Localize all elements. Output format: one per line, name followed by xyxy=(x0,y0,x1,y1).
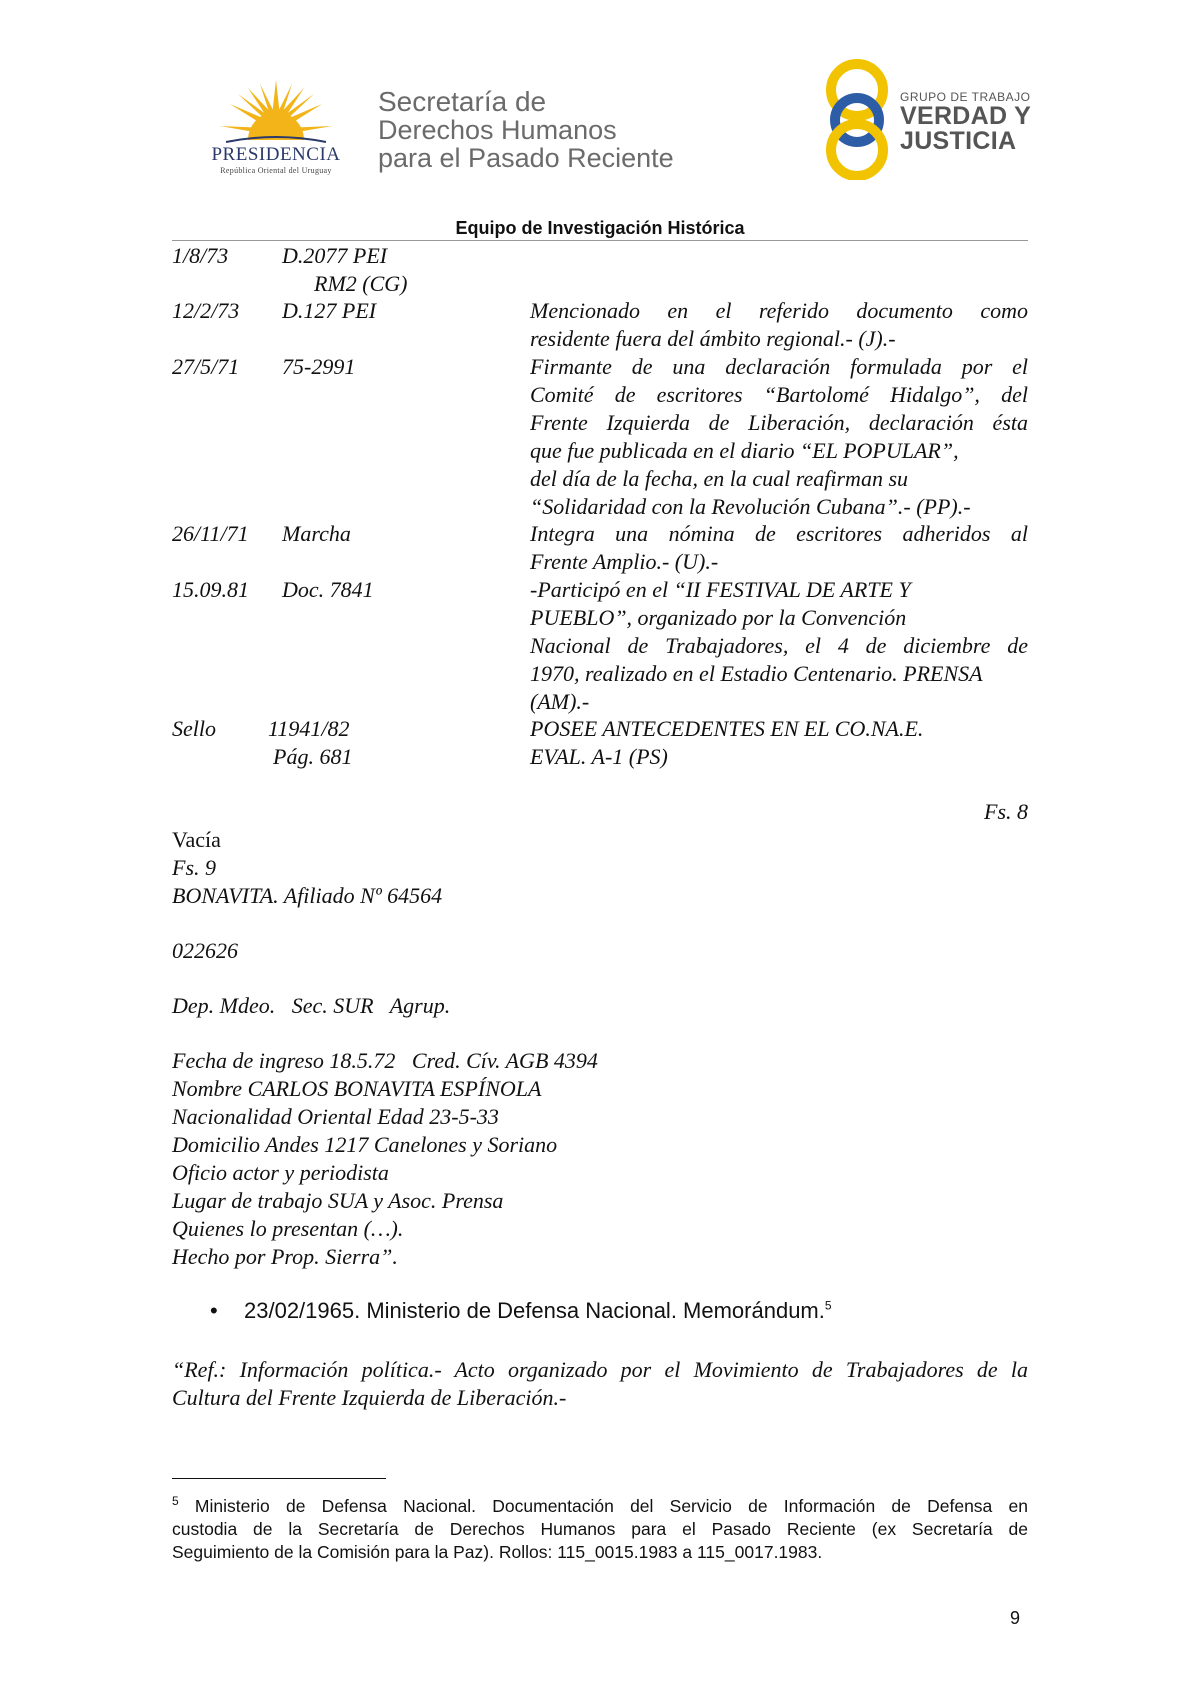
gtvj-line-2: VERDAD Y xyxy=(900,102,1032,130)
detail-line: Oficio actor y periodista xyxy=(172,1160,389,1185)
footnote-line xyxy=(172,1490,1028,1518)
footnote-line: Seguimiento de la Comisión para la Paz). Rollos: 115_0015.1983 a 115_0017.1983. xyxy=(172,1541,823,1562)
record-ref: D.2077 PEI xyxy=(282,243,388,268)
detail-line: Fecha de ingreso 18.5.72 Cred. Cív. AGB 4394 xyxy=(172,1048,598,1073)
secretaria-line-2: Derechos Humanos xyxy=(378,115,617,145)
quote-paragraph xyxy=(172,1356,1028,1412)
folio-9: Fs. 9 xyxy=(172,855,216,880)
desc-line: Firmante de una declaración formulada por el xyxy=(530,354,1028,379)
desc-line: Comité de escritores “Bartolomé Hidalgo”, del xyxy=(530,382,1028,407)
desc-line: POSEE ANTECEDENTES EN EL CO.NA.E. xyxy=(530,716,924,741)
footnote-line: custodia de la Secretaría de Derechos Humanos para el Pasado Reciente (ex Secretaría de xyxy=(172,1518,1028,1539)
secretaria-title xyxy=(378,88,674,172)
presidencia-logo xyxy=(196,78,356,178)
quote-line: Cultura del Frente Izquierda de Liberación.- xyxy=(172,1385,567,1410)
record-description xyxy=(530,297,1028,353)
desc-line: Frente Amplio.- (U).- xyxy=(530,549,719,574)
record-date: Sello xyxy=(172,716,216,741)
record-description xyxy=(530,576,1028,716)
desc-line: que fue publicada en el diario “EL POPULAR”, xyxy=(530,438,959,463)
record-description xyxy=(530,520,1028,576)
footnote-text: Ministerio de Defensa Nacional. Documentación del Servicio de Información de Defensa en xyxy=(194,1495,1028,1516)
desc-line: PUEBLO”, organizado por la Convención xyxy=(530,605,907,630)
desc-line: (AM).- xyxy=(530,689,590,714)
desc-line: Frente Izquierda de Liberación, declaración ésta xyxy=(530,410,1028,435)
record-date: 27/5/71 xyxy=(172,354,240,379)
desc-line: EVAL. A-1 (PS) xyxy=(530,744,668,769)
detail-line: Lugar de trabajo SUA y Asoc. Prensa xyxy=(172,1188,504,1213)
record-ref: 11941/82 xyxy=(268,716,350,741)
footnote-mark: 5 xyxy=(172,1494,179,1508)
record-date: 1/8/73 xyxy=(172,243,229,268)
folio-number: Fs. 8 xyxy=(984,799,1028,824)
dep-line: Dep. Mdeo. Sec. SUR Agrup. xyxy=(172,993,451,1018)
record-ref: D.127 PEI xyxy=(282,298,377,323)
record-ref: 75-2991 xyxy=(282,354,356,379)
secretaria-line-1: Secretaría de xyxy=(378,86,547,117)
record-ref: Marcha xyxy=(282,521,351,546)
record-ref-2: RM2 (CG) xyxy=(314,271,408,296)
desc-line: del día de la fecha, en la cual reafirman su xyxy=(530,466,909,491)
team-title: Equipo de Investigación Histórica xyxy=(455,218,745,238)
bullet-text: 23/02/1965. Ministerio de Defensa Nacional. Memorándum. xyxy=(244,1298,825,1323)
gtvj-line-1: GRUPO DE TRABAJO xyxy=(900,90,1031,104)
record-description xyxy=(530,715,1028,771)
footnote-divider xyxy=(172,1478,386,1479)
record-number: 022626 xyxy=(172,938,238,963)
record-ref: Doc. 7841 xyxy=(282,577,374,602)
presidencia-subtitle: República Oriental del Uruguay xyxy=(220,166,332,175)
record-date: 12/2/73 xyxy=(172,298,240,323)
record-description xyxy=(530,353,1028,521)
desc-line: Mencionado en el referido documento como xyxy=(530,298,1028,323)
page-number: 9 xyxy=(1010,1608,1021,1628)
detail-line: Domicilio Andes 1217 Canelones y Soriano xyxy=(172,1132,558,1157)
presidencia-name: PRESIDENCIA xyxy=(211,144,341,165)
header-divider xyxy=(172,240,1028,241)
desc-line: -Participó en el “II FESTIVAL DE ARTE Y xyxy=(530,577,911,602)
footnote xyxy=(172,1490,1028,1564)
footnote-reference[interactable]: 5 xyxy=(824,1298,832,1313)
detail-line: Hecho por Prop. Sierra”. xyxy=(172,1244,398,1269)
detail-line: Nacionalidad Oriental Edad 23-5-33 xyxy=(172,1104,499,1129)
record-ref-2: Pág. 681 xyxy=(273,744,353,769)
rings-icon xyxy=(822,56,902,180)
sun-icon xyxy=(196,78,356,148)
record-date: 26/11/71 xyxy=(172,521,249,546)
desc-line: 1970, realizado en el Estadio Centenario. PRENSA xyxy=(530,661,983,686)
desc-line: Nacional de Trabajadores, el 4 de diciembre de xyxy=(530,633,1028,658)
desc-line: Integra una nómina de escritores adheridos al xyxy=(530,521,1028,546)
desc-line: residente fuera del ámbito regional.- (J).- xyxy=(530,326,896,351)
quote-line: “Ref.: Información política.- Acto organizado por el Movimiento de Trabajadores de la xyxy=(172,1357,1028,1382)
gtvj-line-3: JUSTICIA xyxy=(900,127,1017,155)
record-date: 15.09.81 xyxy=(172,577,249,602)
detail-line: Quienes lo presentan (…). xyxy=(172,1216,404,1241)
bullet-item xyxy=(244,1298,832,1324)
vacia-label: Vacía xyxy=(172,827,221,852)
desc-line: “Solidaridad con la Revolución Cubana”.- (PP).- xyxy=(530,494,971,519)
secretaria-line-3: para el Pasado Reciente xyxy=(378,143,674,173)
detail-line: Nombre CARLOS BONAVITA ESPÍNOLA xyxy=(172,1076,542,1101)
afiliado-line: BONAVITA. Afiliado Nº 64564 xyxy=(172,883,443,908)
gtvj-text xyxy=(900,90,1031,154)
bullet-icon: • xyxy=(210,1298,218,1323)
